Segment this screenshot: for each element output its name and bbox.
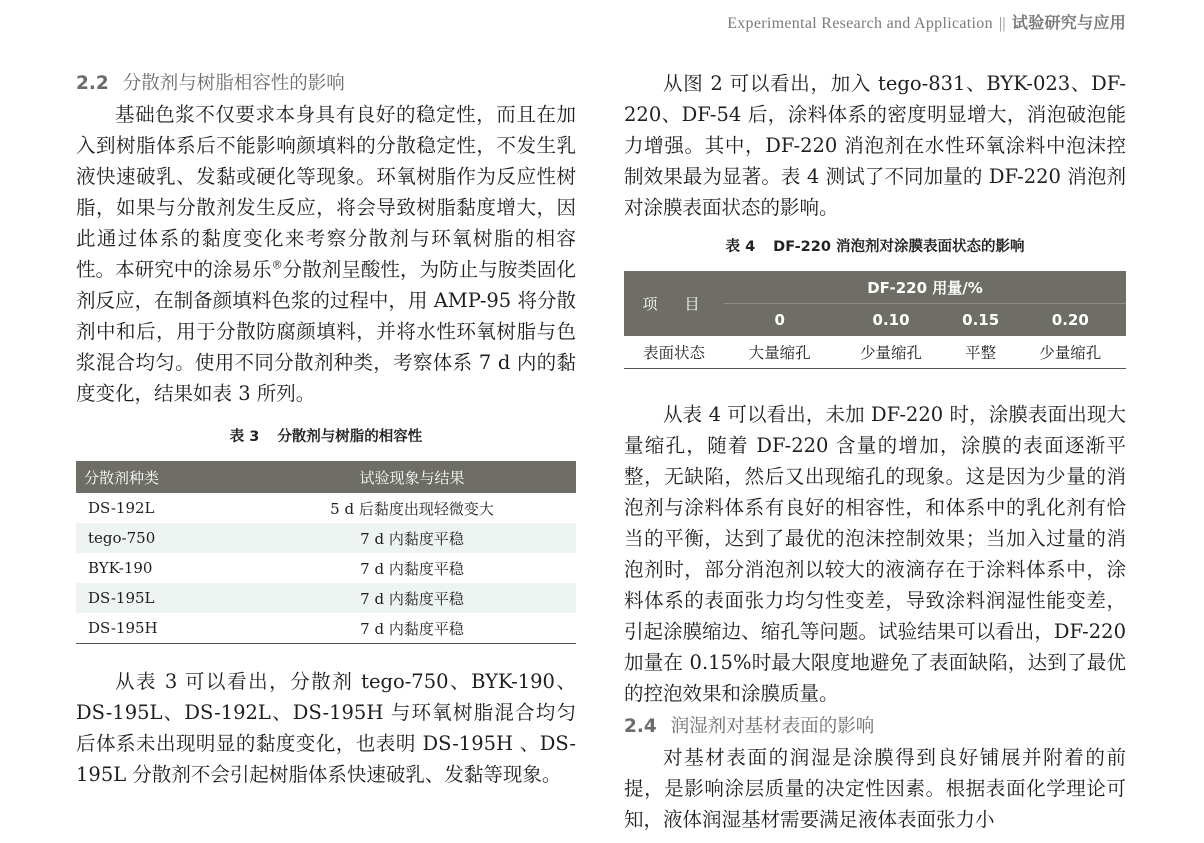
table-cell: 少量缩孔 [860, 344, 923, 362]
table-cell: 少量缩孔 [1039, 344, 1102, 362]
table-cell: 5 d 后黏度出现轻微变大 [330, 499, 494, 518]
paragraph-defoamer-density: 从图 2 可以看出，加入 tego-831、BYK-023、DF-220、DF-54 后，涂料体系的密度明显增大，消泡破泡能力增强。其中，DF-220 消泡剂在水性环氧涂料中泡沫控制效果最为显著。表 4 测试了不同加量的 DF-220 消泡剂对涂膜表面状态的影响。 [624, 72, 1126, 219]
table3-header-dispersant: 分散剂种类 [76, 461, 248, 493]
table-cell: 7 d 内黏度平稳 [360, 619, 464, 638]
table4-dose: 0.15 [947, 304, 1015, 337]
table-cell: DS-195H [88, 619, 158, 637]
section-title: 分散剂与树脂相容性的影响 [122, 73, 345, 94]
paragraph-text: 基础色浆不仅要求本身具有良好的稳定性，而且在加入到树脂体系后不能影响颜填料的分散稳定性，不发生乳液快速破乳、发黏或硬化等现象。环氧树脂作为反应性树脂，如果与分散剂发生反应，将会导致树脂黏度增大，因此通过体系的黏度变化来考察分散剂与环氧树脂的相容性。本研究中的涂易乐 [76, 103, 576, 281]
table-row [76, 523, 576, 553]
table3-block [76, 427, 576, 644]
running-header-en: Experimental Research and Application [727, 15, 993, 32]
table4 [624, 271, 1126, 369]
right-column [624, 68, 1126, 835]
section-heading-2-2 [76, 68, 576, 99]
left-column [76, 68, 576, 790]
paragraph-table3-discussion: 从表 3 可以看出，分散剂 tego-750、BYK-190、DS-195L、DS-192L、DS-195H 与环氧树脂混合均匀后体系未出现明显的黏度变化，也表明 DS-195H 、DS-195L 分散剂不会引起树脂体系快速破乳、发黏等现象。 [76, 670, 576, 786]
table-cell: BYK-190 [88, 559, 153, 577]
paragraph-text-cont: 分散剂呈酸性，为防止与胺类固化剂反应，在制备颜填料色浆的过程中，用 AMP-95 将分散剂中和后，用于分散防腐颜填料，并将水性环氧树脂与色浆混合均匀。使用不同分散剂种类，考察体系 7 d 内的黏度变化，结果如表 3 所列。 [76, 258, 576, 405]
table-cell: DS-195L [76, 583, 248, 613]
table3-number: 表 3 [229, 429, 260, 445]
paragraph-wetting: 对基材表面的润湿是涂膜得到良好铺展并附着的前提，是影响涂层质量的决定性因素。根据表面化学理论可知，液体润湿基材需要满足液体表面张力小 [624, 746, 1126, 831]
table4-dose: 0.20 [1015, 304, 1126, 337]
table-row [624, 336, 1126, 369]
table4-header-item: 项 目 [642, 295, 706, 313]
table4-block [624, 237, 1126, 369]
table4-caption [624, 237, 1126, 257]
table-cell: 平整 [965, 344, 997, 362]
table-row [76, 553, 576, 583]
table-cell: 7 d 内黏度平稳 [248, 583, 576, 613]
running-header-separator: || [998, 15, 1006, 32]
table-cell: 大量缩孔 [748, 344, 811, 362]
table-cell: tego-750 [76, 523, 248, 553]
table3-caption [76, 427, 576, 447]
table3 [76, 461, 576, 644]
table3-header-row [76, 461, 576, 493]
table-cell: 7 d 内黏度平稳 [360, 559, 464, 578]
table-cell: 7 d 内黏度平稳 [248, 523, 576, 553]
registered-mark: ® [271, 258, 283, 272]
table-cell: DS-192L [88, 499, 155, 517]
table-row [76, 583, 576, 613]
table4-header-row [624, 271, 1126, 304]
running-header [727, 10, 1126, 33]
running-header-cn: 试验研究与应用 [1011, 13, 1126, 32]
section-heading-2-4 [624, 711, 1126, 742]
section-title: 润湿剂对基材表面的影响 [670, 716, 875, 737]
table3-header-result: 试验现象与结果 [248, 461, 576, 493]
section-number: 2.2 [76, 73, 109, 94]
paragraph-dispersant-compatibility [76, 99, 576, 409]
table-row [76, 493, 576, 523]
paragraph-table4-discussion: 从表 4 可以看出，未加 DF-220 时，涂膜表面出现大量缩孔，随着 DF-220 含量的增加，涂膜的表面逐渐平整，无缺陷，然后又出现缩孔的现象。这是因为少量的消泡剂与涂料体系有良好的相容性，和体系中的乳化剂有恰当的平衡，达到了最优的泡沫控制效果；当加入过量的消泡剂时，部分消泡剂以较大的液滴存在于涂料体系中，涂料体系的表面张力均匀性变差，导致涂料润湿性能变差，引起涂膜缩边、缩孔等问题。试验结果可以看出，DF-220 加量在 0.15%时最大限度地避免了表面缺陷，达到了最优的控泡效果和涂膜质量。 [624, 403, 1126, 705]
section-number: 2.4 [624, 716, 657, 737]
table4-dose: 0.10 [835, 304, 946, 337]
table4-number: 表 4 [725, 239, 756, 255]
table-row [76, 613, 576, 644]
table3-title: 分散剂与树脂的相容性 [277, 429, 423, 445]
table4-header-dosage: DF-220 用量/% [867, 278, 983, 297]
table4-row-label: 表面状态 [642, 344, 705, 362]
table4-title: DF-220 消泡剂对涂膜表面状态的影响 [773, 239, 1025, 255]
table4-dose: 0 [724, 304, 835, 337]
